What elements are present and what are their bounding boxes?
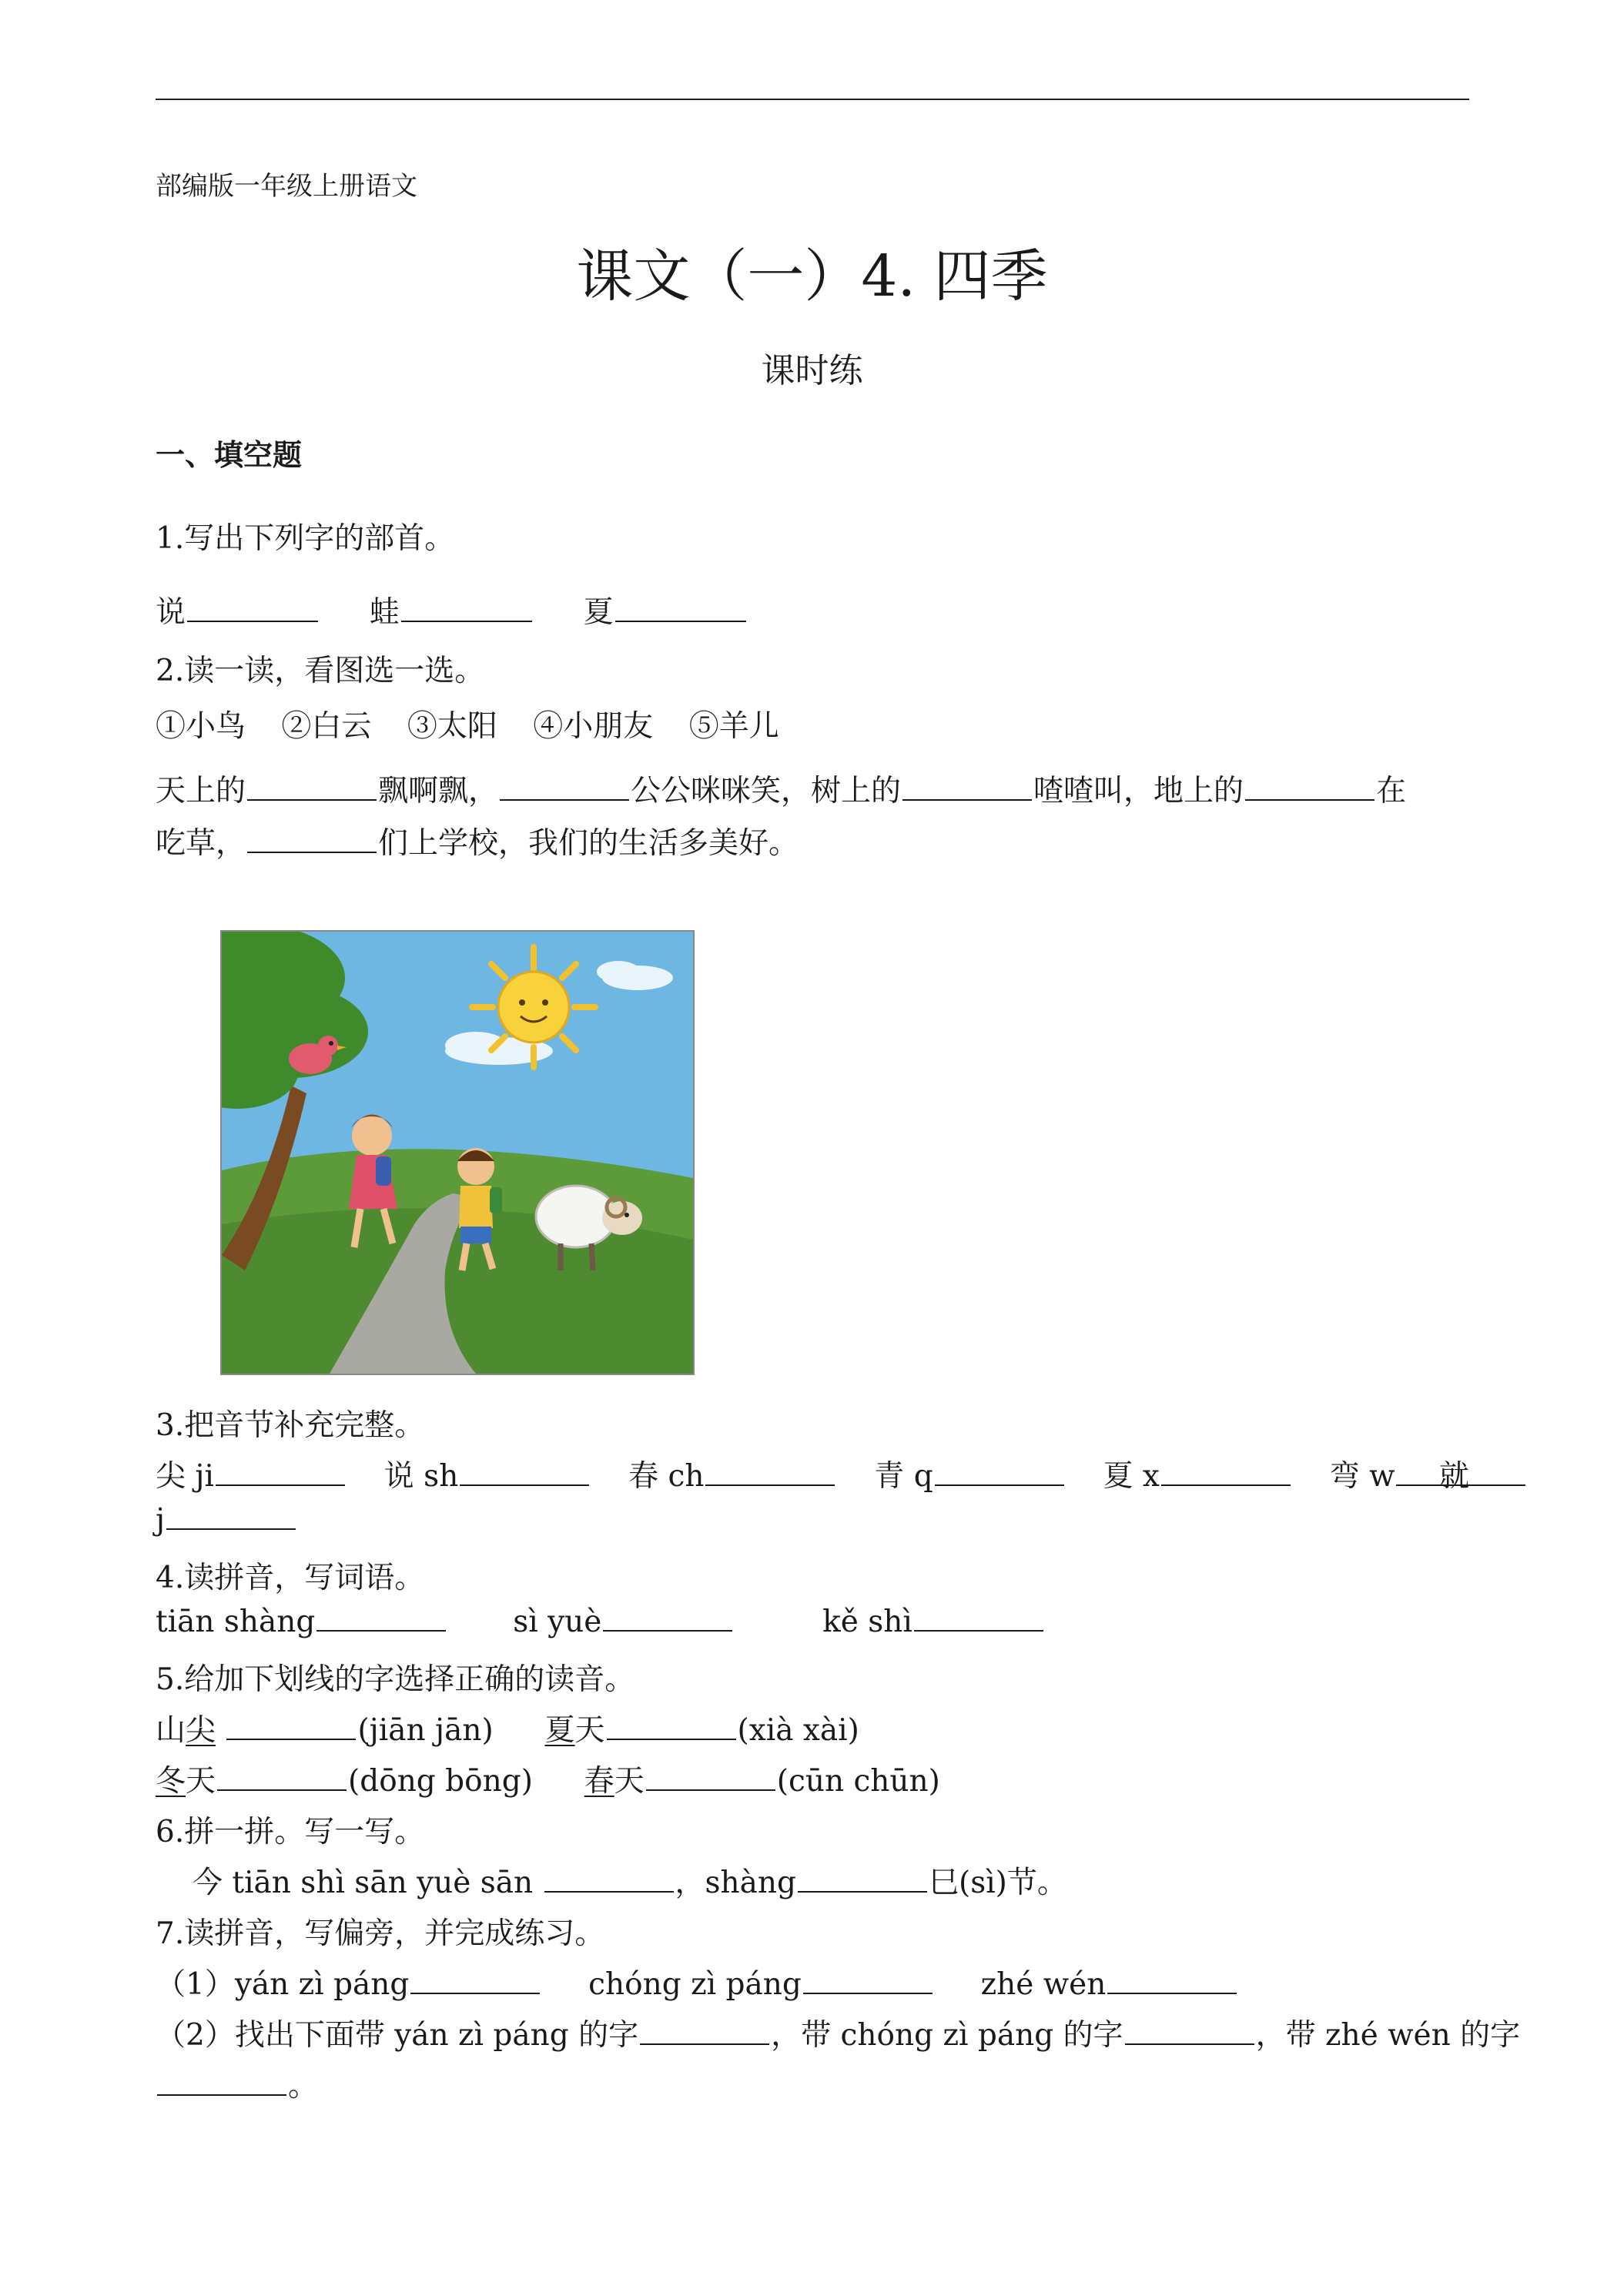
answer-blank[interactable] <box>646 1766 775 1791</box>
option: ①小鸟 <box>156 709 246 744</box>
sentence-text: 吃草， <box>156 826 246 861</box>
pinyin-text: （2）找出下面带 yán zì páng 的字 <box>156 2018 639 2053</box>
underlined-char: 春 <box>584 1764 614 1799</box>
answer-blank[interactable] <box>187 597 318 622</box>
answer-blank[interactable] <box>401 597 532 622</box>
answer-blank[interactable] <box>247 828 377 853</box>
answer-blank[interactable] <box>460 1461 589 1486</box>
answer-blank[interactable] <box>544 1868 674 1893</box>
illustration <box>220 930 695 1375</box>
q7-row-1 <box>156 1960 1238 2003</box>
option: ⑤羊儿 <box>688 709 779 744</box>
q2-sentence-2 <box>156 819 799 862</box>
answer-blank[interactable] <box>603 1607 732 1632</box>
reading-options: (xià xài) <box>737 1713 859 1748</box>
sentence-text: 喳喳叫，地上的 <box>1033 774 1244 808</box>
pinyin-item: kě shì <box>822 1605 912 1639</box>
word-text: 山 <box>156 1713 186 1748</box>
underlined-char: 冬 <box>156 1764 186 1799</box>
q5-prompt: 5.给加下划线的字选择正确的读音。 <box>156 1662 635 1697</box>
pinyin-text: ，带 chóng zì páng 的字 <box>771 2018 1123 2053</box>
answer-blank[interactable] <box>217 1766 347 1791</box>
sentence-text: 飘啊飘， <box>378 774 499 808</box>
section-title: 一、填空题 <box>156 438 303 472</box>
answer-blank[interactable] <box>615 597 746 622</box>
syllable-item: 尖 ji <box>156 1459 214 1494</box>
page-subtitle: 课时练 <box>761 351 863 390</box>
answer-blank[interactable] <box>798 1868 927 1893</box>
reading-options: (jiān jān) <box>357 1713 494 1748</box>
q2-prompt: 2.读一读，看图选一选。 <box>156 654 485 688</box>
answer-blank[interactable] <box>216 1461 345 1486</box>
word-text: 天 <box>614 1764 645 1799</box>
q6-prompt: 6.拼一拼。写一写。 <box>156 1815 425 1849</box>
q1-prompt: 1.写出下列字的部首。 <box>156 521 455 556</box>
q6-row <box>193 1859 1067 1902</box>
sun-icon <box>472 947 595 1067</box>
word-text: 天 <box>186 1764 216 1799</box>
answer-blank[interactable] <box>166 1505 296 1530</box>
answer-blank[interactable] <box>157 2071 286 2096</box>
q1-char: 夏 <box>583 595 614 630</box>
underlined-char: 夏 <box>544 1713 575 1748</box>
q1-char: 说 <box>156 595 186 630</box>
syllable-item: 夏 x <box>1103 1459 1160 1494</box>
syllable-item: 青 q <box>874 1459 933 1494</box>
answer-blank[interactable] <box>1161 1461 1291 1486</box>
answer-blank[interactable] <box>1245 776 1375 801</box>
syllable-item: 就 <box>1438 1459 1469 1494</box>
syllable-item: 春 ch <box>628 1459 705 1494</box>
answer-blank[interactable] <box>607 1715 736 1740</box>
word-text: 天 <box>574 1713 605 1748</box>
q2-sentence-1 <box>156 767 1469 810</box>
page-title: 课文（一）4. 四季 <box>576 243 1048 310</box>
q5-row-1 <box>156 1706 859 1749</box>
syllable-item: j <box>156 1503 166 1538</box>
q3-row-2 <box>156 1503 297 1538</box>
q4-prompt: 4.读拼音，写词语。 <box>156 1561 425 1595</box>
q1-char: 蛙 <box>369 595 400 630</box>
answer-blank[interactable] <box>500 776 629 801</box>
pinyin-item: sì yuè <box>513 1605 602 1639</box>
q2-options <box>156 702 779 745</box>
syllable-item: 说 sh <box>383 1459 459 1494</box>
answer-blank[interactable] <box>247 776 377 801</box>
q7-row-2 <box>156 2011 1520 2054</box>
answer-blank[interactable] <box>935 1461 1064 1486</box>
q7-row-3 <box>156 2062 318 2105</box>
sentence-text: 在 <box>1376 774 1407 808</box>
answer-blank[interactable] <box>914 1607 1043 1632</box>
sentence-text: 天上的 <box>156 774 246 808</box>
punctuation: 。 <box>288 2069 319 2104</box>
sentence-text: 们上学校，我们的生活多美好。 <box>378 826 799 861</box>
q3-prompt: 3.把音节补充完整。 <box>156 1408 425 1443</box>
answer-blank[interactable] <box>316 1607 446 1632</box>
pinyin-text: ，shàng <box>675 1866 796 1900</box>
answer-blank[interactable] <box>1107 1970 1237 1994</box>
sentence-text: 公公咪咪笑，树上的 <box>631 774 902 808</box>
answer-blank[interactable] <box>640 2020 769 2045</box>
answer-blank[interactable] <box>226 1715 356 1740</box>
option: ②白云 <box>281 709 372 744</box>
q7-prompt: 7.读拼音，写偏旁，并完成练习。 <box>156 1916 605 1951</box>
pinyin-text: chóng zì páng <box>588 1967 802 2002</box>
option: ③太阳 <box>407 709 497 744</box>
underlined-char: 尖 <box>186 1713 216 1748</box>
answer-blank[interactable] <box>1125 2020 1254 2045</box>
pinyin-text: ，带 zhé wén 的字 <box>1255 2018 1521 2053</box>
reading-options: (dōng bōng) <box>348 1764 533 1799</box>
q3-row <box>156 1452 1469 1495</box>
q1-row <box>156 588 748 631</box>
answer-blank[interactable] <box>705 1461 835 1486</box>
reading-options: (cūn chūn) <box>776 1764 940 1799</box>
answer-blank[interactable] <box>410 1970 540 1994</box>
q5-row-2 <box>156 1757 940 1800</box>
answer-blank[interactable] <box>803 1970 933 1994</box>
pinyin-text: 巳(sì)节。 <box>928 1866 1067 1900</box>
option: ④小朋友 <box>533 709 654 744</box>
answer-blank[interactable] <box>902 776 1032 801</box>
pinyin-text: 今 tiān shì sān yuè sān <box>193 1866 534 1900</box>
pinyin-text: zhé wén <box>980 1967 1107 2002</box>
top-rule <box>156 99 1469 100</box>
syllable-item: 弯 w <box>1329 1459 1395 1494</box>
header-note: 部编版一年级上册语文 <box>156 171 417 202</box>
q4-row <box>156 1605 1045 1639</box>
pinyin-item: tiān shàng <box>156 1605 316 1639</box>
pinyin-text: （1）yán zì páng <box>156 1967 410 2002</box>
